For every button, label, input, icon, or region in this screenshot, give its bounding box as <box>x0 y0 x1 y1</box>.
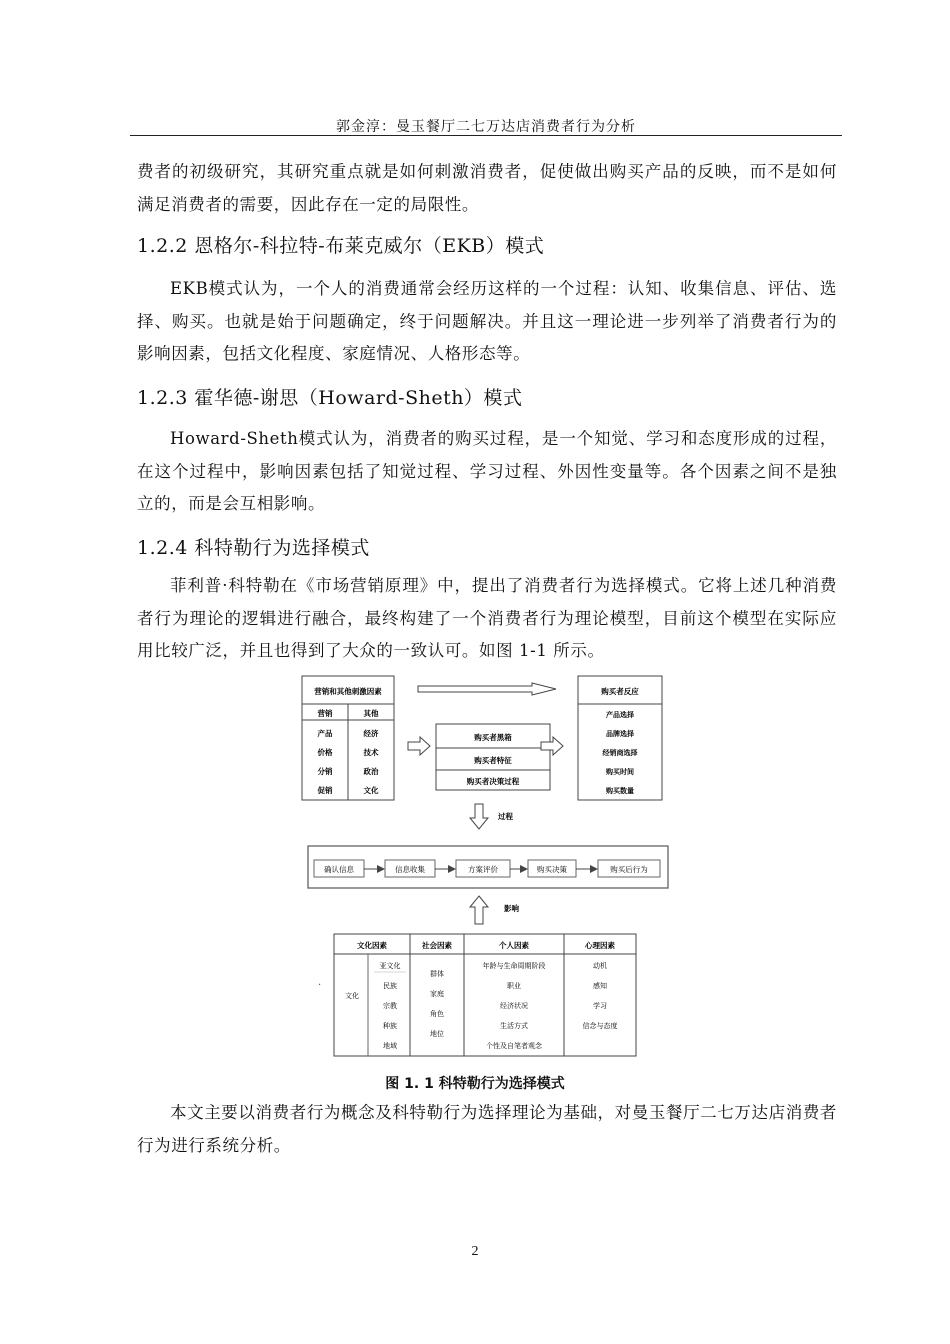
influence-factors-table <box>334 934 636 1056</box>
hollow-arrow-up-icon <box>470 896 488 924</box>
hollow-arrow-right-icon <box>408 737 430 755</box>
social-item: 角色 <box>430 1010 444 1018</box>
page-header: 郭金淳：曼玉餐厅二七万达店消费者行为分析 <box>336 119 636 135</box>
factor-header: 社会因素 <box>422 941 452 950</box>
personal-item: 年龄与生命周期阶段 <box>482 962 546 970</box>
stimuli-item: 分销 <box>317 767 333 776</box>
process-step: 确认信息 <box>324 865 354 874</box>
paragraph-howard-sheth: Howard-Sheth模式认为，消费者的购买过程，是一个知觉、学习和态度形成的过程，在这个过程中，影响因素包括了知觉过程、学习过程、外因性变量等。各个因素之间不是独立的，而是会互相影响。 <box>137 429 837 513</box>
psych-item: 动机 <box>593 962 607 970</box>
stimuli-item: 政治 <box>363 767 379 776</box>
hollow-arrow-down-icon <box>470 804 488 829</box>
personal-item: 职业 <box>507 982 521 990</box>
culture-item: 亚文化 <box>379 962 401 970</box>
stimuli-item: 价格 <box>317 748 333 757</box>
personal-item: 生活方式 <box>500 1022 528 1030</box>
kotler-model-figure <box>300 674 670 1058</box>
process-step: 购买决策 <box>537 865 567 874</box>
factor-header: 文化因素 <box>357 941 387 950</box>
culture-item: 宗教 <box>383 1002 397 1010</box>
stimuli-item: 经济 <box>363 729 379 738</box>
process-step: 购买后行为 <box>610 865 648 874</box>
social-item: 家庭 <box>430 990 444 998</box>
heading-1-2-4: 1.2.4 科特勒行为选择模式 <box>137 537 370 559</box>
stimuli-col1-header: 营销 <box>317 709 333 718</box>
response-item: 品牌选择 <box>606 730 634 738</box>
psych-item: 学习 <box>593 1002 607 1010</box>
paragraph-ekb: EKB模式认为，一个人的消费通常会经历这样的一个过程：认知、收集信息、评估、选择、购买。也就是始于问题确定，终于问题解决。并且这一理论进一步列举了消费者行为的影响因素，包括文化程度、家庭情况、人格形态等。 <box>137 279 837 363</box>
culture-item: 民族 <box>383 982 397 990</box>
page-number: 2 <box>471 1244 479 1259</box>
social-item: 地位 <box>430 1030 444 1038</box>
culture-main: 文化 <box>345 992 359 1000</box>
stray-mark: · <box>318 980 322 991</box>
social-item: 群体 <box>430 970 444 978</box>
stimuli-item: 产品 <box>317 729 333 738</box>
response-title: 购买者反应 <box>601 687 639 696</box>
process-label: 过程 <box>498 812 513 821</box>
stimuli-item: 技术 <box>363 748 379 757</box>
personal-item: 个性及自笔者观念 <box>486 1042 542 1050</box>
paragraph-intro: 费者的初级研究，其研究重点就是如何刺激消费者，促使做出购买产品的反映，而不是如何满足消费者的需要，因此存在一定的局限性。 <box>137 162 837 214</box>
factor-header: 个人因素 <box>499 941 529 950</box>
personal-item: 经济状况 <box>500 1002 528 1010</box>
stimuli-item: 促销 <box>317 786 333 795</box>
header-rule <box>130 135 842 136</box>
culture-item: 地域 <box>383 1042 397 1050</box>
black-box-item: 购买者特征 <box>474 756 512 765</box>
psych-item: 信念与态度 <box>582 1022 618 1030</box>
stimuli-col2-header: 其他 <box>363 709 379 718</box>
psych-item: 感知 <box>593 982 607 990</box>
stimuli-box <box>302 676 394 800</box>
response-item: 经销商选择 <box>602 749 638 757</box>
response-item: 购买数量 <box>606 787 634 795</box>
heading-1-2-2: 1.2.2 恩格尔-科拉特-布莱克威尔（EKB）模式 <box>137 235 545 257</box>
stimuli-title: 营销和其他刺激因素 <box>314 687 382 696</box>
process-step: 方案评价 <box>468 865 498 874</box>
figure-caption: 图 1. 1 科特勒行为选择模式 <box>385 1076 565 1092</box>
heading-1-2-3: 1.2.3 霍华德-谢思（Howard-Sheth）模式 <box>137 387 523 409</box>
response-item: 购买时间 <box>606 768 634 776</box>
paragraph-conclusion: 本文主要以消费者行为概念及科特勒行为选择理论为基础，对曼玉餐厅二七万达店消费者行为进行系统分析。 <box>137 1103 837 1155</box>
purchase-process-row <box>308 846 668 888</box>
factor-header: 心理因素 <box>585 941 615 950</box>
process-step: 信息收集 <box>395 865 425 874</box>
black-box-item: 购买者决策过程 <box>466 777 520 786</box>
influence-label: 影响 <box>504 904 519 913</box>
paragraph-kotler: 菲利普·科特勒在《市场营销原理》中，提出了消费者行为选择模式。它将上述几种消费者行为理论的逻辑进行融合，最终构建了一个消费者行为理论模型，目前这个模型在实际应用比较广泛，并且也得到了大众的一致认可。如图 1-1 所示。 <box>137 576 837 660</box>
buyer-response-box <box>578 676 662 800</box>
culture-item: 种族 <box>383 1022 397 1030</box>
stimuli-item: 文化 <box>363 786 379 795</box>
top-arrow <box>418 683 556 695</box>
black-box-title: 购买者黑箱 <box>474 733 512 742</box>
response-item: 产品选择 <box>606 711 634 719</box>
buyer-black-box <box>436 724 550 790</box>
